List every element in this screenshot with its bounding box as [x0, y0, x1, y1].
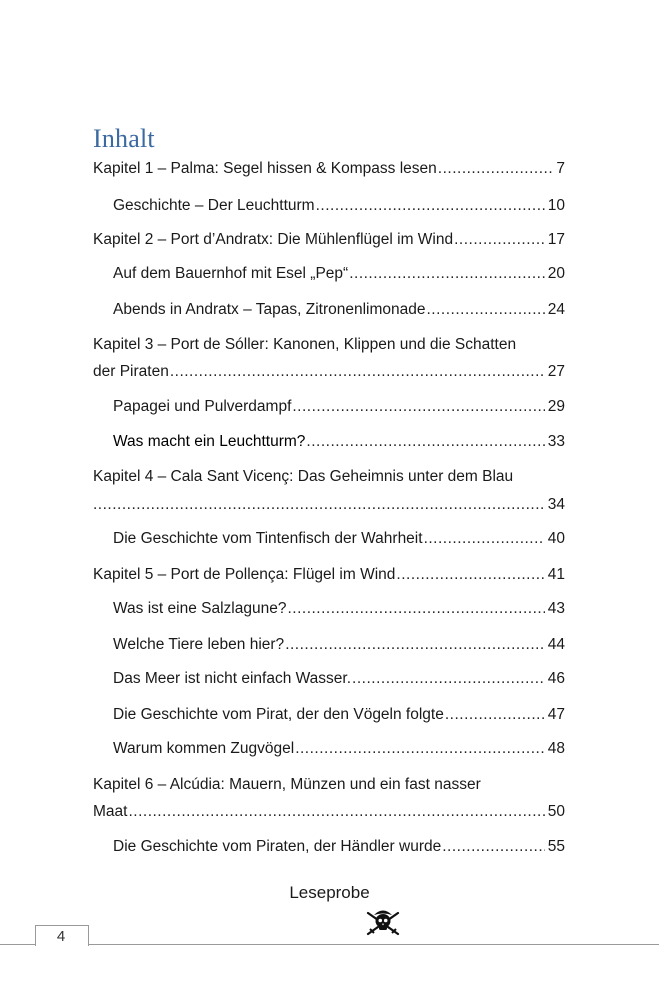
toc-entry[interactable]	[113, 265, 565, 287]
dot-leader	[93, 496, 545, 514]
dot-leader	[352, 670, 545, 688]
toc-entry[interactable]	[113, 530, 565, 552]
toc-entry-title: Kapitel 2 – Port d’Andratx: Die Mühlenflügel im Wind	[93, 231, 454, 248]
toc-entry-title: Was macht ein Leuchtturm?	[113, 433, 306, 450]
toc-entry-page: 24	[547, 301, 565, 318]
toc-entry-continuation[interactable]	[93, 803, 565, 825]
toc-entry-page: 7	[556, 160, 565, 177]
dot-leader	[292, 398, 544, 416]
toc-entry-page: 55	[547, 838, 565, 855]
toc-entry-page: 41	[547, 566, 565, 583]
toc-entry-title: Kapitel 3 – Port de Sóller: Kanonen, Klippen und die Schatten	[93, 336, 517, 353]
toc-entry-page: 48	[547, 740, 565, 757]
dot-leader	[287, 600, 544, 618]
dot-leader	[424, 530, 545, 548]
toc-entry[interactable]	[113, 740, 565, 762]
toc-entry-title: Geschichte – Der Leuchtturm	[113, 197, 315, 214]
toc-entry-page: 27	[547, 363, 565, 380]
toc-entry-page: 10	[547, 197, 565, 214]
toc-entry-title: Die Geschichte vom Tintenfisch der Wahrheit	[113, 530, 423, 547]
toc-entry-title: Welche Tiere leben hier?	[113, 636, 285, 653]
toc-entry-title: Die Geschichte vom Piraten, der Händler wurde	[113, 838, 442, 855]
dot-leader	[427, 301, 545, 319]
toc-entry-page: 44	[547, 636, 565, 653]
toc-entry[interactable]	[113, 433, 565, 455]
toc-entry-title: Kapitel 1 – Palma: Segel hissen & Kompass lesen	[93, 160, 437, 177]
toc-entry-page: 46	[547, 670, 565, 687]
toc-entry-title: Kapitel 6 – Alcúdia: Mauern, Münzen und ein fast nasser	[93, 776, 481, 793]
toc-entry-title: Warum kommen Zugvögel	[113, 740, 295, 757]
toc-entry[interactable]	[93, 566, 565, 588]
toc-entry-continuation[interactable]	[93, 496, 565, 518]
toc-entry[interactable]	[113, 838, 565, 860]
dot-leader	[128, 803, 544, 821]
toc-entry-title: Abends in Andratx – Tapas, Zitronenlimonade	[113, 301, 426, 318]
toc-entry-title-cont: Maat	[93, 803, 128, 820]
toc-entry[interactable]	[113, 398, 565, 420]
toc-entry-page: 50	[547, 803, 565, 820]
toc-entry-continuation[interactable]	[93, 363, 565, 385]
toc-entry-page: 34	[547, 496, 565, 513]
dot-leader	[454, 231, 545, 249]
toc-entry[interactable]	[93, 160, 565, 182]
toc-entry-title: Das Meer ist nicht einfach Wasser.	[113, 670, 352, 687]
toc-entry-title: Die Geschichte vom Pirat, der den Vögeln folgte	[113, 706, 444, 723]
toc-entry[interactable]	[93, 231, 565, 253]
toc-entry-page: 29	[547, 398, 565, 415]
toc-entry-page: 20	[547, 265, 565, 282]
dot-leader	[396, 566, 544, 584]
dot-leader	[170, 363, 545, 381]
toc-entry[interactable]	[93, 468, 565, 490]
toc-entry[interactable]	[93, 336, 565, 358]
toc-entry-title: Kapitel 5 – Port de Pollença: Flügel im Wind	[93, 566, 396, 583]
dot-leader	[438, 160, 554, 178]
footer-label: Leseprobe	[289, 883, 370, 902]
toc-entry-title: Was ist eine Salzlagune?	[113, 600, 287, 617]
dot-leader	[306, 433, 544, 451]
toc-entry[interactable]	[93, 776, 565, 798]
toc-entry-title: Papagei und Pulverdampf	[113, 398, 292, 415]
toc-entry[interactable]	[113, 197, 565, 219]
toc-entry-title-cont: der Piraten	[93, 363, 169, 380]
toc-entry-title: Auf dem Bauernhof mit Esel „Pep“	[113, 265, 349, 282]
toc-heading: Inhalt	[93, 124, 155, 153]
dot-leader	[316, 197, 545, 215]
toc-entry[interactable]	[113, 600, 565, 622]
skull-crossbones-icon	[365, 907, 401, 937]
toc-entry[interactable]	[113, 636, 565, 658]
dot-leader	[445, 706, 545, 724]
toc-entry[interactable]	[113, 301, 565, 323]
page-number: 4	[56, 928, 66, 945]
toc-entry[interactable]	[113, 706, 565, 728]
dot-leader	[349, 265, 545, 283]
footer-rule	[0, 944, 659, 945]
toc-entry-page: 33	[547, 433, 565, 450]
toc-entry-page: 47	[547, 706, 565, 723]
dot-leader	[295, 740, 545, 758]
toc-entry-page: 17	[547, 231, 565, 248]
dot-leader	[285, 636, 545, 654]
dot-leader	[442, 838, 545, 856]
toc-entry-title: Kapitel 4 – Cala Sant Vicenç: Das Geheimnis unter dem Blau	[93, 468, 514, 485]
toc-entry[interactable]	[113, 670, 565, 692]
toc-entry-page: 43	[547, 600, 565, 617]
toc-entry-page: 40	[547, 530, 565, 547]
